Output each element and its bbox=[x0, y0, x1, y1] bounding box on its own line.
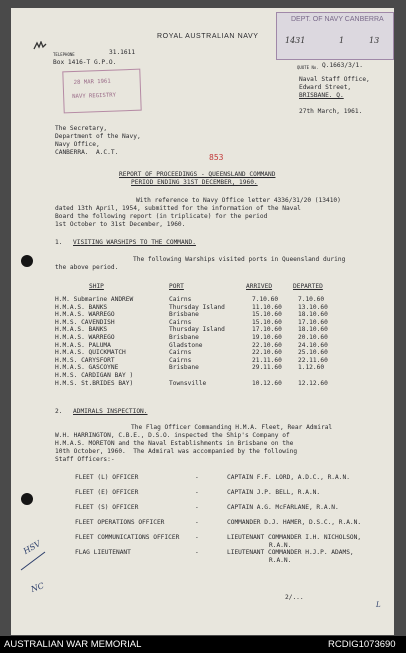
ship-row-departed: 13.10.60 bbox=[298, 303, 328, 311]
box-line: Box 1416-T G.P.O. bbox=[53, 59, 117, 66]
ship-row-departed: 22.11.60 bbox=[298, 356, 328, 364]
navy-stamp-file: 1431 bbox=[285, 36, 306, 45]
ship-row-arrived: 10.12.60 bbox=[252, 379, 282, 387]
ship-row-arrived: 7.10.60 bbox=[252, 296, 279, 303]
section-1-number: 1. bbox=[55, 239, 63, 246]
ship-row-departed: 17.10.60 bbox=[298, 318, 328, 326]
letter-date: 27th March, 1961. bbox=[299, 108, 363, 115]
ship-row-port: Townsville bbox=[169, 379, 207, 387]
crest-icon bbox=[33, 36, 47, 46]
officer-role: FLEET (S) OFFICER bbox=[75, 504, 139, 511]
ship-row-ship: H.M.S. CAVENDISH bbox=[55, 318, 115, 326]
ship-row-arrived: 29.11.60 bbox=[252, 364, 282, 372]
pen-stroke-icon bbox=[19, 548, 49, 576]
intro-line-4: 1st October to 31st December, 1960. bbox=[55, 221, 186, 228]
address-line-3: BRISBANE. Q. bbox=[299, 92, 344, 99]
punch-hole-lower bbox=[21, 493, 33, 505]
corner-mark: L bbox=[376, 601, 381, 609]
ship-row-arrived: 11.10.60 bbox=[252, 303, 282, 311]
col-header-port: PORT bbox=[169, 283, 184, 290]
recipient-line-1: The Secretary, bbox=[55, 125, 108, 132]
navy-stamp-part: 1 bbox=[339, 36, 345, 45]
section-1-para-2: the above period. bbox=[55, 264, 119, 271]
section-2-para-5: Staff Officers:- bbox=[55, 456, 115, 463]
officer-dash: - bbox=[195, 519, 199, 526]
ship-row-ship: H.M.A.S. QUICKMATCH bbox=[55, 349, 126, 357]
section-2-heading: ADMIRALS INSPECTION. bbox=[73, 408, 148, 415]
ship-row-ship: H.M.A.S. PALUMA bbox=[55, 341, 111, 349]
footer-bar bbox=[0, 636, 406, 653]
officer-role: FLEET (E) OFFICER bbox=[75, 489, 139, 496]
ship-row-departed: 24.10.60 bbox=[298, 341, 328, 349]
section-2-number: 2. bbox=[55, 408, 63, 415]
ship-row-ship: H.M. Submarine ANDREW bbox=[55, 296, 134, 303]
officer-name: LIEUTENANT COMMANDER I.H. NICHOLSON, bbox=[227, 534, 362, 541]
ship-row-arrived: 17.10.60 bbox=[252, 326, 282, 334]
registry-stamp-label: NAVY REGISTRY bbox=[72, 92, 117, 101]
ship-row-ship: H.M.A.S. WARREGO bbox=[55, 311, 115, 319]
section-2-para-3: H.M.A.S. MORETON and the Naval Establishments in Brisbane on the bbox=[55, 440, 294, 447]
ship-row-departed: 1.12.60 bbox=[298, 364, 325, 372]
telephone-label: TELEPHONE bbox=[53, 52, 75, 57]
col-header-ship: SHIP bbox=[89, 283, 104, 290]
ship-row-arrived: 21.11.60 bbox=[252, 356, 282, 364]
ship-row-port: Brisbane bbox=[169, 364, 199, 372]
navy-stamp bbox=[276, 12, 394, 60]
ship-row-port: Cairns bbox=[169, 356, 192, 364]
ship-row-ship: H.M.S. St.BRIDES BAY) bbox=[55, 379, 134, 387]
recipient-line-2: Department of the Navy, bbox=[55, 133, 141, 140]
ship-row-arrived: 22.10.60 bbox=[252, 349, 282, 357]
ship-row-port: Cairns bbox=[169, 318, 192, 326]
col-header-departed: DEPARTED bbox=[293, 283, 323, 290]
ship-row-port: Gladstone bbox=[169, 341, 203, 349]
ship-row-arrived: 15.10.60 bbox=[252, 318, 282, 326]
letterhead-title: ROYAL AUSTRALIAN NAVY bbox=[157, 33, 259, 40]
ship-row-ship: H.M.A.S. BANKS bbox=[55, 303, 108, 311]
ship-row-ship: H.M.A.S. WARREGO bbox=[55, 334, 115, 341]
officer-name: CAPTAIN F.F. LORD, A.D.C., R.A.N. bbox=[227, 474, 350, 481]
ship-row-port: Brisbane bbox=[169, 311, 199, 319]
officer-dash: - bbox=[195, 489, 199, 496]
officer-name-continued: R.A.N. bbox=[269, 541, 292, 549]
navy-stamp-title: DEPT. OF NAVY CANBERRA bbox=[291, 16, 384, 23]
ship-row-ship: H.M.A.S. BANKS bbox=[55, 326, 108, 334]
officer-name: CAPTAIN A.G. McFARLANE, R.A.N. bbox=[227, 504, 339, 511]
recipient-line-4: CANBERRA. A.C.T. bbox=[55, 149, 119, 156]
ship-row-arrived: 19.10.60 bbox=[252, 334, 282, 341]
address-line-2: Edward Street, bbox=[299, 84, 352, 91]
officer-dash: - bbox=[195, 504, 199, 511]
officer-role: FLEET COMMUNICATIONS OFFICER bbox=[75, 534, 180, 541]
ship-row-ship: H.M.A.S. GASCOYNE bbox=[55, 364, 119, 372]
ship-row-ship: H.M.S. CARDIGAN BAY ) bbox=[55, 372, 134, 379]
ship-row-port: Thursday Island bbox=[169, 303, 225, 311]
ship-row-port: Cairns bbox=[169, 296, 192, 303]
document-page bbox=[11, 8, 394, 635]
officer-dash: - bbox=[195, 549, 199, 556]
handwritten-annotation-2: NC bbox=[29, 581, 46, 594]
punch-hole-upper bbox=[21, 255, 33, 267]
col-header-arrived: ARRIVED bbox=[246, 283, 273, 290]
section-1-para-1: The following Warships visited ports in Queensland during bbox=[133, 256, 346, 263]
ship-row-departed: 25.10.60 bbox=[298, 349, 328, 357]
intro-line-3: Board the following report (in triplicate) for the period bbox=[55, 213, 268, 220]
footer-source: AUSTRALIAN WAR MEMORIAL bbox=[4, 639, 142, 650]
quote-label: QUOTE No. bbox=[297, 65, 319, 70]
ship-row-departed: 18.10.60 bbox=[298, 326, 328, 334]
officer-name: COMMANDER D.J. HAMER, D.S.C., R.A.N. bbox=[227, 519, 362, 526]
ship-row-arrived: 15.10.60 bbox=[252, 311, 282, 319]
ship-row-departed: 12.12.60 bbox=[298, 379, 328, 387]
officer-name: CAPTAIN J.P. BELL, R.A.N. bbox=[227, 489, 321, 496]
ship-row-departed: 18.10.60 bbox=[298, 311, 328, 319]
recipient-line-3: Navy Office, bbox=[55, 141, 100, 148]
registry-stamp-date: 28 MAR 1961 bbox=[73, 78, 111, 86]
report-title-line-2: PERIOD ENDING 31ST DECEMBER, 1960. bbox=[131, 179, 258, 186]
officer-role: FLEET (L) OFFICER bbox=[75, 474, 139, 481]
intro-line-1: With reference to Navy Office letter 4336/31/20 (13410) bbox=[136, 197, 341, 204]
telephone-number: 31.1611 bbox=[109, 49, 136, 56]
ship-row-port: Cairns bbox=[169, 349, 192, 357]
officer-name-continued: R.A.N. bbox=[269, 556, 292, 564]
registry-stamp bbox=[62, 69, 141, 114]
officer-dash: - bbox=[195, 534, 199, 541]
page-continuation: 2/... bbox=[285, 594, 304, 601]
section-2-para-4: 10th October, 1960. The Admiral was accompanied by the following bbox=[55, 448, 298, 455]
ship-row-port: Thursday Island bbox=[169, 326, 225, 334]
officer-role: FLEET OPERATIONS OFFICER bbox=[75, 519, 165, 526]
reference-number: Q.1663/3/1. bbox=[322, 62, 363, 69]
section-2-para-1: The Flag Officer Commanding H.M.A. Fleet, Rear Admiral bbox=[131, 424, 333, 431]
ship-row-ship: H.M.S. CARYSFORT bbox=[55, 356, 115, 364]
officer-name: LIEUTENANT COMMANDER H.J.P. ADAMS, bbox=[227, 549, 354, 556]
red-number: 853 bbox=[209, 153, 224, 162]
officer-role: FLAG LIEUTENANT bbox=[75, 549, 131, 556]
officer-dash: - bbox=[195, 474, 199, 481]
ship-row-departed: 7.10.60 bbox=[298, 296, 325, 303]
address-line-1: Naval Staff Office, bbox=[299, 76, 370, 83]
section-2-para-2: W.H. HARRINGTON, C.B.E., D.S.O. inspected the Ship's Company of bbox=[55, 432, 290, 439]
ship-row-port: Brisbane bbox=[169, 334, 199, 341]
navy-stamp-folio: 13 bbox=[369, 36, 380, 45]
intro-line-2: dated 13th April, 1954, submitted for the information of the Naval bbox=[55, 205, 301, 212]
ship-row-arrived: 22.10.60 bbox=[252, 341, 282, 349]
handwritten-annotation-1: HSV bbox=[21, 539, 43, 556]
footer-record-id: RCDIG1073690 bbox=[328, 639, 396, 650]
section-1-heading: VISITING WARSHIPS TO THE COMMAND. bbox=[73, 239, 196, 246]
ship-row-departed: 20.10.60 bbox=[298, 334, 328, 341]
report-title-line-1: REPORT OF PROCEEDINGS - QUEENSLAND COMMAND bbox=[119, 171, 276, 178]
